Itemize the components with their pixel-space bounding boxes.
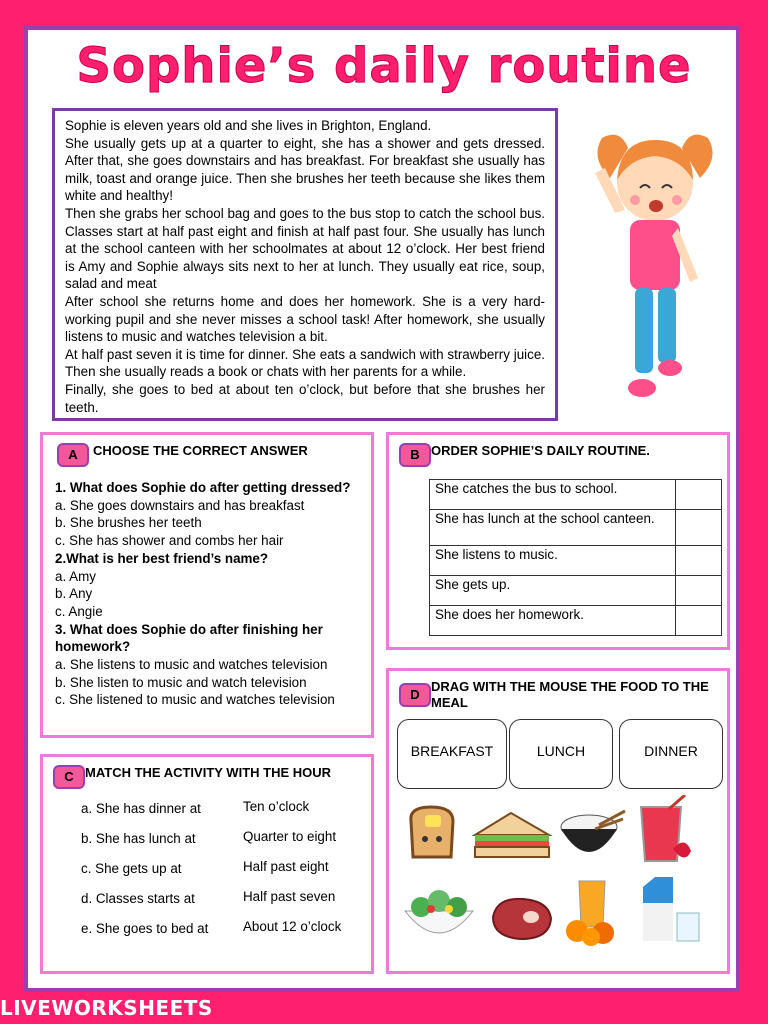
activity-item[interactable]: b. She has lunch at [81, 831, 196, 846]
story-paragraph: She usually gets up at a quarter to eight, she has a shower and gets dressed. After that, she goes downstairs and has breakfast. For breakfast she usually has milk, toast and orange juice. Then she brushes her teeth because she likes them white and healthy! [65, 135, 545, 204]
order-item: She has lunch at the school canteen. [430, 510, 676, 546]
strawberry-juice-icon[interactable] [633, 795, 693, 867]
answer-option[interactable]: c. Angie [55, 603, 103, 619]
hour-item[interactable]: About 12 o’clock [243, 919, 342, 934]
section-c-title: MATCH THE ACTIVITY WITH THE HOUR [85, 765, 332, 780]
girl-illustration [580, 118, 730, 418]
order-item: She listens to music. [430, 546, 676, 576]
story-paragraph: At half past seven it is time for dinner. She eats a sandwich with strawberry juice. Then she usually reads a book or chats with her parents for a while. [65, 346, 545, 380]
story-paragraph: Sophie is eleven years old and she lives in Brighton, England. [65, 118, 432, 133]
section-d-title: DRAG WITH THE MOUSE THE FOOD TO THE MEAL [431, 679, 709, 710]
hour-item[interactable]: Ten o’clock [243, 799, 310, 814]
table-row [430, 480, 722, 510]
section-d-badge: D [399, 683, 431, 707]
order-number-field[interactable] [676, 576, 722, 606]
section-a-title: CHOOSE THE CORRECT ANSWER [93, 443, 308, 458]
answer-option[interactable]: a. She goes downstairs and has breakfast [55, 497, 305, 513]
story-text [52, 108, 558, 421]
order-number-field[interactable] [676, 510, 722, 546]
question-list [55, 479, 375, 709]
hour-item[interactable]: Quarter to eight [243, 829, 337, 844]
toast-icon[interactable] [401, 801, 465, 865]
orange-juice-icon[interactable] [561, 877, 625, 947]
breakfast-drop-zone[interactable]: BREAKFAST [397, 719, 507, 789]
answer-option[interactable]: c. She listened to music and watches television [55, 692, 335, 708]
activity-item[interactable]: e. She goes to bed at [81, 921, 209, 936]
order-number-field[interactable] [676, 606, 722, 636]
section-a-badge: A [57, 443, 89, 467]
question-text: 1. What does Sophie do after getting dressed? [55, 480, 351, 495]
answer-option[interactable]: a. She listens to music and watches television [55, 657, 328, 673]
order-item: She gets up. [430, 576, 676, 606]
milk-icon[interactable] [639, 875, 703, 945]
section-d [386, 668, 730, 974]
answer-option[interactable]: c. She has shower and combs her hair [55, 533, 284, 549]
story-paragraph: After school she returns home and does her homework. She is a very hard-working pupil and she never misses a school task! After homework, she usually listens to music and watches television a bit. [65, 293, 545, 345]
sandwich-icon[interactable] [471, 809, 553, 863]
page-title: Sophie’s daily routine [76, 38, 692, 94]
dinner-drop-zone[interactable]: DINNER [619, 719, 723, 789]
question-text: 2.What is her best friend’s name? [55, 550, 269, 566]
story-paragraph: Then she grabs her school bag and goes to the bus stop to catch the school bus. Classes start at half past eight and finish at half past four. She usually has lunch at the school canteen with her schoolmates at about 12 o’clock. Her best friend is Amy and Sophie always sits next to her at lunch. They usually eat rice, soup, salad and meat [65, 205, 545, 292]
salad-icon[interactable] [401, 885, 477, 943]
section-b [386, 432, 730, 650]
story-paragraph: Finally, she goes to bed at about ten o’clock, but before that she brushes her teeth. [65, 381, 545, 415]
section-b-title: ORDER SOPHIE’S DAILY ROUTINE. [431, 443, 650, 458]
table-row [430, 510, 722, 546]
section-c [40, 754, 374, 974]
rice-bowl-icon[interactable] [555, 805, 627, 865]
table-row [430, 606, 722, 636]
table-row [430, 546, 722, 576]
order-item: She catches the bus to school. [430, 480, 676, 510]
question-text: 3. What does Sophie do after finishing her homework? [55, 621, 323, 655]
answer-option[interactable]: b. She brushes her teeth [55, 515, 202, 531]
footer-brand: LIVEWORKSHEETS [0, 996, 213, 1020]
table-row [430, 576, 722, 606]
answer-option[interactable]: a. Amy [55, 568, 96, 584]
activity-item[interactable]: c. She gets up at [81, 861, 182, 876]
order-table [429, 479, 722, 636]
activity-item[interactable]: a. She has dinner at [81, 801, 201, 816]
order-item: She does her homework. [430, 606, 676, 636]
section-b-badge: B [399, 443, 431, 467]
order-number-field[interactable] [676, 480, 722, 510]
answer-option[interactable]: b. She listen to music and watch television [55, 674, 307, 690]
answer-option[interactable]: b. Any [55, 586, 93, 602]
activity-item[interactable]: d. Classes starts at [81, 891, 195, 906]
hour-item[interactable]: Half past seven [243, 889, 336, 904]
meat-icon[interactable] [487, 893, 557, 943]
hour-item[interactable]: Half past eight [243, 859, 329, 874]
lunch-drop-zone[interactable]: LUNCH [509, 719, 613, 789]
section-c-badge: C [53, 765, 85, 789]
order-number-field[interactable] [676, 546, 722, 576]
section-a [40, 432, 374, 738]
